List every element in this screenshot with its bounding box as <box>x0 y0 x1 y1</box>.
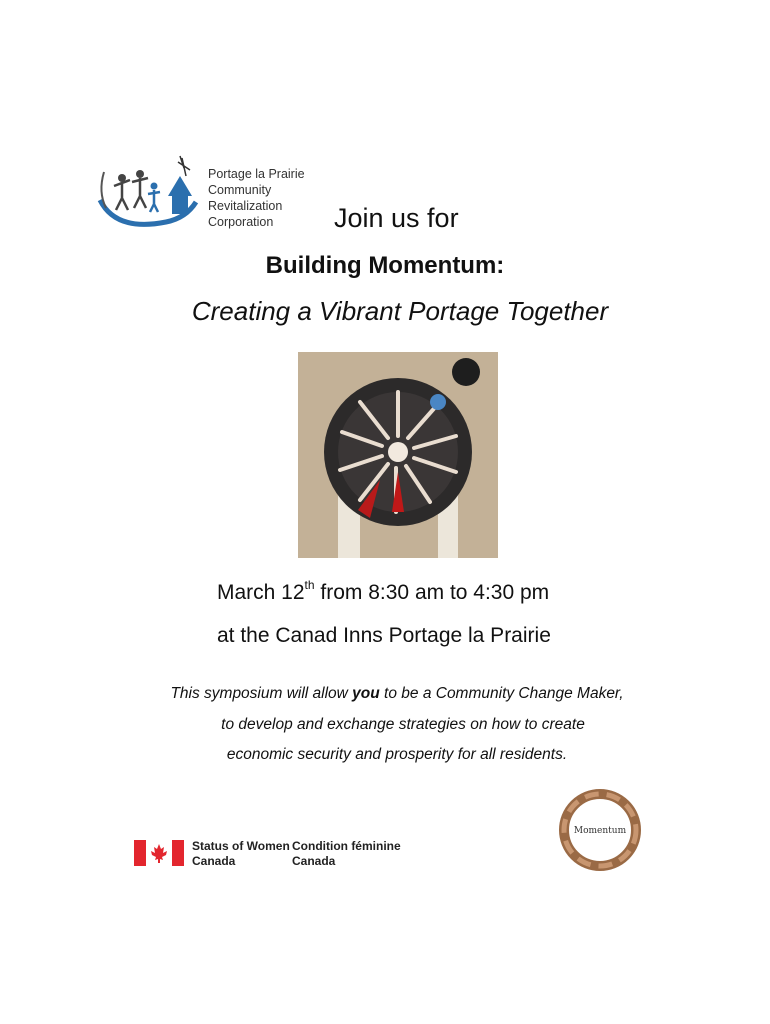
swc-english-line: Status of Women <box>192 839 290 853</box>
swc-french-name <box>292 839 401 869</box>
momentum-logo <box>556 787 644 873</box>
event-date-month: March 12 <box>217 581 305 604</box>
momentum-label: Momentum <box>573 826 627 836</box>
org-name <box>208 166 305 230</box>
event-time: from 8:30 am to 4:30 pm <box>314 581 550 604</box>
description-line-2: to develop and exchange strategies on how to create <box>221 716 585 733</box>
status-of-women-canada-logo <box>134 838 414 870</box>
event-venue: at the Canad Inns Portage la Prairie <box>217 624 551 647</box>
description-text: to be a Community Change Maker, <box>379 685 624 702</box>
description-text: This symposium will allow <box>170 685 353 702</box>
event-title: Building Momentum: <box>265 252 505 279</box>
description-line-3: economic security and prosperity for all residents. <box>226 746 568 763</box>
org-name-line: Corporation <box>208 215 274 229</box>
org-name-line: Revitalization <box>208 199 283 213</box>
swc-french-line: Condition féminine <box>292 839 401 853</box>
canada-flag-icon <box>134 840 184 866</box>
swc-english-line: Canada <box>192 854 236 868</box>
plp-crc-logo <box>96 152 316 230</box>
org-name-line: Community <box>208 183 272 197</box>
swc-english-name <box>192 839 290 869</box>
description-line-1 <box>12 685 770 703</box>
description-emphasis: you <box>352 685 380 702</box>
swc-french-line: Canada <box>292 854 336 868</box>
org-name-line: Portage la Prairie <box>208 167 305 181</box>
plp-crc-emblem-icon <box>96 152 206 230</box>
event-subtitle: Creating a Vibrant Portage Together <box>191 296 609 326</box>
invite-intro: Join us for <box>334 203 459 233</box>
hands-circle-photo <box>298 352 498 558</box>
event-date <box>217 580 549 605</box>
event-date-suffix: th <box>304 578 315 592</box>
